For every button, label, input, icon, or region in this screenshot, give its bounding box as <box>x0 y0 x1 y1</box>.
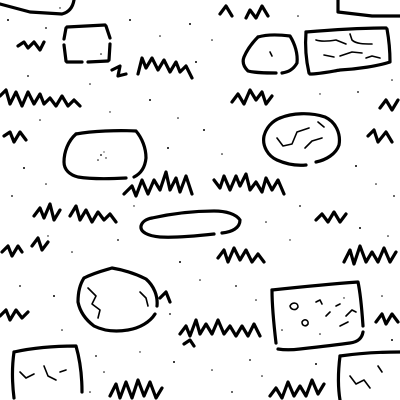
grass-tuft-left-small <box>4 132 26 142</box>
stone-rounded-left <box>62 130 146 179</box>
stone-top-left-edge <box>0 0 74 14</box>
grass-tuft-mid-right <box>232 90 272 104</box>
grass-tuft-center-bottom <box>180 320 260 346</box>
grass-tuft-right-mid <box>316 212 346 222</box>
stone-slab-holes-lower-right <box>272 282 364 350</box>
stone-top-right-edge <box>338 0 400 16</box>
grass-tuft-left-bottom <box>0 310 28 320</box>
grass-tuft-center-long <box>124 172 284 196</box>
grass-tuft-center-lower <box>218 248 264 262</box>
grass-tuft-rock-side <box>160 292 170 302</box>
grass-tuft-right-bottom <box>376 314 398 324</box>
grass-tuft-right-small <box>368 130 392 142</box>
grass-tuft-bottom-center <box>110 380 162 398</box>
stone-oval-cracked-right <box>262 113 340 165</box>
grass-tuft-upper-center <box>112 58 192 78</box>
grass-tuft-top-center <box>220 6 268 18</box>
stone-bottom-left-edge <box>12 344 84 400</box>
grass-tuft-left-mid <box>34 204 116 222</box>
stone-flat-oval-center <box>141 210 240 237</box>
grass-tuft-left-band <box>0 90 80 106</box>
grass-tuft-right-lower <box>344 246 396 264</box>
grass-tuft-top-left <box>18 42 44 50</box>
stone-rounded-lower-left <box>78 268 158 332</box>
stone-upper-mid <box>242 35 297 73</box>
stone-large-slab-top-right <box>305 28 390 74</box>
stone-bottom-right-edge <box>338 352 400 400</box>
grass-tuft-far-right <box>380 100 398 110</box>
grass-tuft-bottom-right <box>270 380 324 398</box>
grass-tuft-left-lower <box>2 238 48 256</box>
stone-small-square <box>64 25 110 63</box>
